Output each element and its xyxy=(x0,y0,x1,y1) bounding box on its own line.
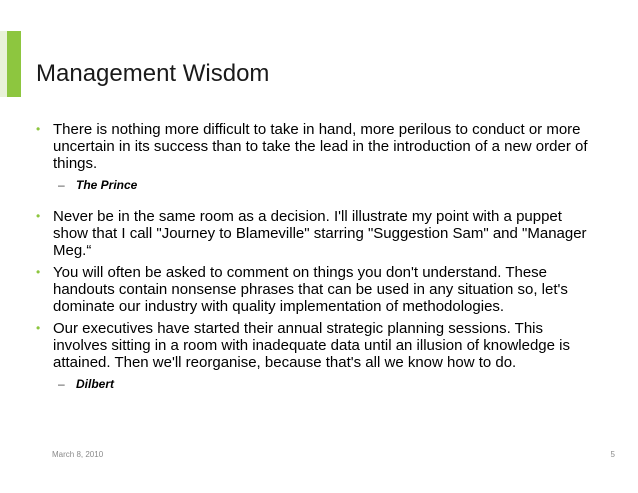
spacer xyxy=(36,193,596,208)
bullet-item xyxy=(36,264,596,315)
slide-content xyxy=(36,121,596,392)
bullet-icon: • xyxy=(36,122,41,136)
attribution-text: Dilbert xyxy=(76,377,115,391)
attribution xyxy=(36,376,596,392)
bullet-text: Never be in the same room as a decision. I'll illustrate my point with a puppet show that I call "Journey to Blameville" starring "Suggestion Sam" and "Manager Meg.“ xyxy=(53,208,587,259)
bullet-text: Our executives have started their annual strategic planning sessions. This involves sitting in a room with inadequate data until an illusion of knowledge is attained. Then we'll reorganise, because that's all we know how to do. xyxy=(53,320,570,371)
bullet-icon: • xyxy=(36,321,41,335)
bullet-item xyxy=(36,208,596,259)
bullet-text: You will often be asked to comment on things you don't understand. These handouts contain nonsense phrases that can be used in any situation so, let's dominate our industry with quality implementation of methodologies. xyxy=(53,264,568,315)
accent-bar-light xyxy=(0,31,7,97)
footer-date: March 8, 2010 xyxy=(52,450,104,459)
dash-icon: – xyxy=(58,178,65,192)
slide-title: Management Wisdom xyxy=(36,60,270,87)
dash-icon: – xyxy=(58,377,65,391)
bullet-text: There is nothing more difficult to take in hand, more perilous to conduct or more uncertain in its success than to take the lead in the introduction of a new order of things. xyxy=(53,121,588,172)
bullet-item xyxy=(36,320,596,371)
bullet-icon: • xyxy=(36,209,41,223)
page-number: 5 xyxy=(610,450,615,459)
bullet-item xyxy=(36,121,596,172)
attribution xyxy=(36,177,596,193)
bullet-icon: • xyxy=(36,265,41,279)
attribution-text: The Prince xyxy=(76,178,138,192)
accent-bar xyxy=(7,31,21,97)
